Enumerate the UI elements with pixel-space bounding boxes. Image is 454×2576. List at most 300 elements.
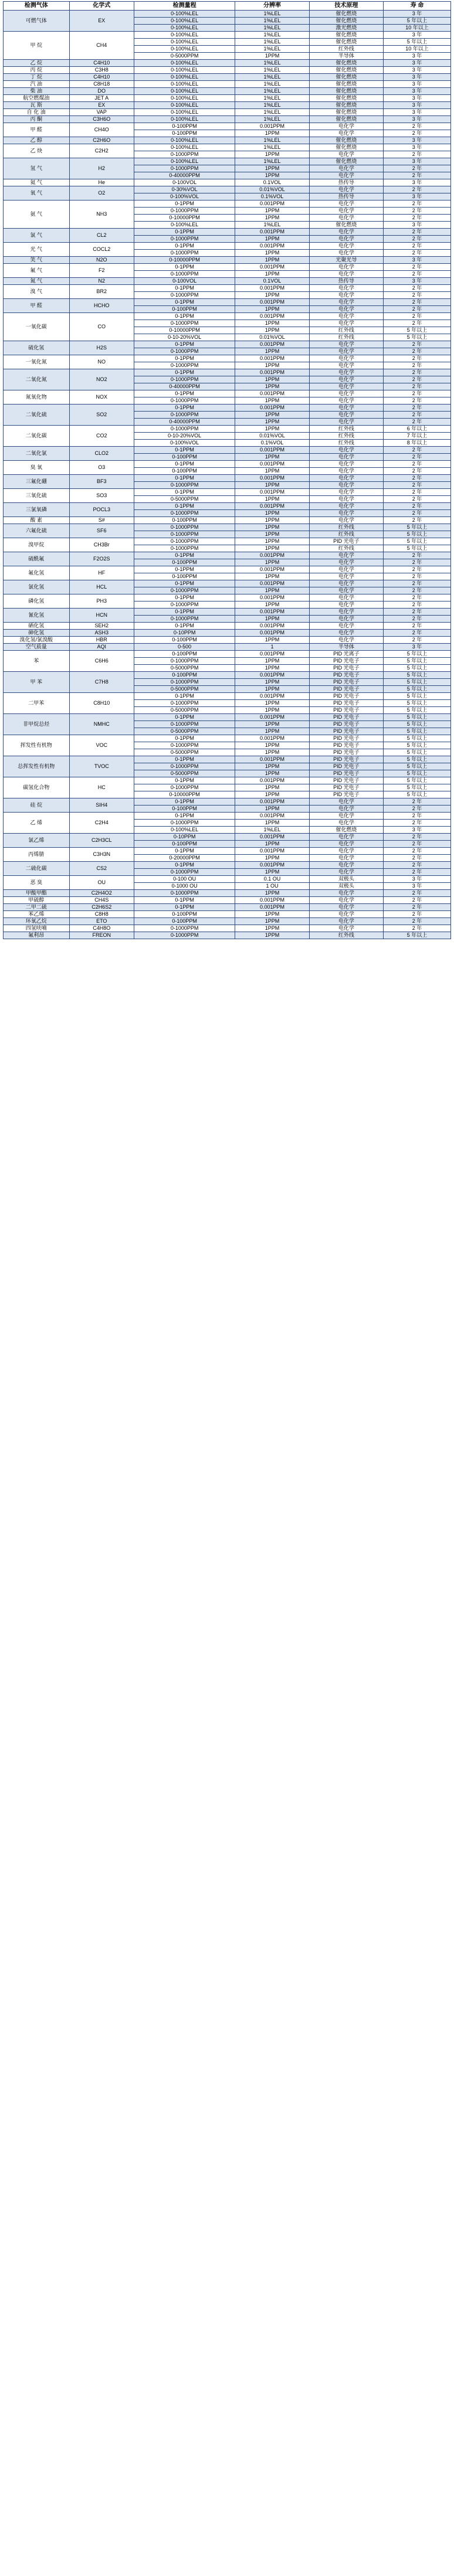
lifetime-cell: 5 年以上 (384, 707, 451, 714)
range-cell: 0-100%LEL (134, 11, 235, 18)
lifetime-cell: 2 年 (384, 925, 451, 932)
technology-cell: 电化学 (309, 925, 383, 932)
range-cell: 0-1PPM (134, 813, 235, 820)
technology-cell: 半导体 (309, 644, 383, 651)
resolution-cell: 0.001PPM (235, 693, 309, 700)
resolution-cell: 1%LEL (235, 11, 309, 18)
lifetime-cell: 2 年 (384, 461, 451, 468)
formula-cell: FREON (69, 932, 134, 939)
technology-cell: 催化燃烧 (309, 144, 383, 151)
resolution-cell: 0.001PPM (235, 848, 309, 855)
table-row (4, 243, 451, 250)
formula-cell: He (69, 179, 134, 186)
formula-cell: O3 (69, 461, 134, 475)
resolution-cell: 1PPM (235, 869, 309, 876)
formula-cell: ETO (69, 918, 134, 925)
range-cell: 0-1PPM (134, 489, 235, 496)
table-row (4, 81, 451, 88)
technology-cell: 红外线 (309, 46, 383, 53)
technology-cell: 电化学 (309, 566, 383, 573)
lifetime-cell: 2 年 (384, 243, 451, 250)
table-row (4, 813, 451, 820)
gas-name-cell: 丁 烷 (4, 74, 70, 81)
range-cell: 0-100PPM (134, 911, 235, 918)
table-row (4, 186, 451, 193)
resolution-cell: 1PPM (235, 524, 309, 531)
gas-name-cell: 二氧化氯 (4, 447, 70, 461)
range-cell: 0-100%LEL (134, 137, 235, 144)
lifetime-cell: 5 年以上 (384, 791, 451, 798)
lifetime-cell: 5 年以上 (384, 693, 451, 700)
lifetime-cell: 2 年 (384, 904, 451, 911)
resolution-cell: 1PPM (235, 236, 309, 243)
lifetime-cell: 2 年 (384, 637, 451, 644)
resolution-cell: 1PPM (235, 841, 309, 848)
technology-cell: 红外线 (309, 531, 383, 538)
lifetime-cell: 3 年 (384, 193, 451, 200)
resolution-cell: 1PPM (235, 130, 309, 137)
range-cell: 0-100%LEL (134, 39, 235, 46)
lifetime-cell: 2 年 (384, 123, 451, 130)
formula-cell: CH4O (69, 123, 134, 137)
formula-cell: HCHO (69, 299, 134, 313)
gas-name-cell: 硒化氢 (4, 623, 70, 630)
range-cell: 0-1000PPM (134, 397, 235, 405)
gas-name-cell: 氮氧化物 (4, 390, 70, 405)
technology-cell: 电化学 (309, 862, 383, 869)
resolution-cell: 1PPM (235, 665, 309, 672)
gas-name-cell: 硫化氢 (4, 341, 70, 355)
lifetime-cell: 2 年 (384, 229, 451, 236)
technology-cell: 电化学 (309, 341, 383, 348)
table-row (4, 862, 451, 869)
resolution-cell: 1PPM (235, 426, 309, 433)
technology-cell: 电化学 (309, 299, 383, 306)
range-cell: 0-10-20%VOL (134, 334, 235, 341)
resolution-cell: 0.001PPM (235, 580, 309, 587)
lifetime-cell: 2 年 (384, 587, 451, 594)
technology-cell: 催化燃烧 (309, 827, 383, 834)
gas-name-cell: 酸 素 (4, 517, 70, 524)
table-row (4, 285, 451, 292)
lifetime-cell: 2 年 (384, 855, 451, 862)
range-cell: 0-100PPM (134, 468, 235, 475)
lifetime-cell: 5 年以上 (384, 39, 451, 46)
table-row (4, 517, 451, 524)
technology-cell: PID 光电子 (309, 658, 383, 665)
lifetime-cell: 3 年 (384, 876, 451, 883)
technology-cell: 电化学 (309, 383, 383, 390)
table-row (4, 777, 451, 784)
resolution-cell: 1%LEL (235, 102, 309, 109)
range-cell: 0-1000PPM (134, 742, 235, 749)
technology-cell: 电化学 (309, 601, 383, 609)
resolution-cell: 0.001PPM (235, 904, 309, 911)
resolution-cell: 1%LEL (235, 32, 309, 39)
formula-cell: SEH2 (69, 623, 134, 630)
lifetime-cell: 2 年 (384, 630, 451, 637)
lifetime-cell: 6 年以上 (384, 426, 451, 433)
technology-cell: 电化学 (309, 911, 383, 918)
resolution-cell: 1PPM (235, 482, 309, 489)
resolution-cell: 0.001PPM (235, 390, 309, 397)
gas-name-cell: 甲 醛 (4, 123, 70, 137)
technology-cell: 电化学 (309, 820, 383, 827)
range-cell: 0-1000PPM (134, 679, 235, 686)
header-range: 检测量程 (134, 2, 235, 11)
range-cell: 0-100%LEL (134, 144, 235, 151)
gas-name-cell: 恶 臭 (4, 876, 70, 890)
gas-name-cell: 光 气 (4, 243, 70, 257)
resolution-cell: 1PPM (235, 538, 309, 545)
formula-cell: ASH3 (69, 630, 134, 637)
technology-cell: 电化学 (309, 454, 383, 461)
gas-name-cell: 自 化 油 (4, 109, 70, 116)
lifetime-cell: 5 年以上 (384, 728, 451, 735)
resolution-cell: 0.001PPM (235, 609, 309, 616)
formula-cell: CH3Br (69, 538, 134, 552)
resolution-cell: 1PPM (235, 545, 309, 552)
formula-cell: CH4 (69, 32, 134, 60)
range-cell: 0-100PPM (134, 517, 235, 524)
technology-cell: 电化学 (309, 580, 383, 587)
resolution-cell: 1PPM (235, 587, 309, 594)
resolution-cell: 0.001PPM (235, 489, 309, 496)
technology-cell: 电化学 (309, 594, 383, 601)
range-cell: 0-100 OU (134, 876, 235, 883)
range-cell: 0-5000PPM (134, 686, 235, 693)
range-cell: 0-1000PPM (134, 412, 235, 419)
lifetime-cell: 3 年 (384, 88, 451, 95)
gas-name-cell: 氧 气 (4, 186, 70, 200)
technology-cell: 电化学 (309, 834, 383, 841)
resolution-cell: 1PPM (235, 320, 309, 327)
lifetime-cell: 3 年 (384, 222, 451, 229)
resolution-cell: 1PPM (235, 806, 309, 813)
formula-cell: SIH4 (69, 798, 134, 813)
resolution-cell: 1PPM (235, 855, 309, 862)
range-cell: 0-100%LEL (134, 102, 235, 109)
table-row (4, 890, 451, 897)
range-cell: 0-100%LEL (134, 32, 235, 39)
technology-cell: 电化学 (309, 172, 383, 179)
resolution-cell: 0.001PPM (235, 651, 309, 658)
range-cell: 0-10-20%VOL (134, 433, 235, 440)
resolution-cell: 0.001PPM (235, 735, 309, 742)
gas-name-cell: 溴化氢/氯溴酸 (4, 637, 70, 644)
gas-name-cell: 硫酰氟 (4, 552, 70, 566)
resolution-cell: 0.001PPM (235, 229, 309, 236)
technology-cell: 催化燃烧 (309, 60, 383, 67)
resolution-cell: 0.001PPM (235, 447, 309, 454)
table-row (4, 925, 451, 932)
gas-name-cell: 航空燃煤油 (4, 95, 70, 102)
resolution-cell: 1PPM (235, 208, 309, 215)
technology-cell: 电化学 (309, 869, 383, 876)
range-cell: 0-100%LEL (134, 222, 235, 229)
gas-name-cell: 氦 气 (4, 179, 70, 186)
range-cell: 0-100%LEL (134, 95, 235, 102)
formula-cell: F2 (69, 264, 134, 278)
lifetime-cell: 2 年 (384, 172, 451, 179)
formula-cell: C6H6 (69, 651, 134, 672)
range-cell: 0-1PPM (134, 285, 235, 292)
technology-cell: 电化学 (309, 151, 383, 158)
formula-cell: CS2 (69, 862, 134, 876)
resolution-cell: 0.001PPM (235, 897, 309, 904)
technology-cell: 电化学 (309, 447, 383, 454)
resolution-cell: 0.01%VOL (235, 433, 309, 440)
lifetime-cell: 3 年 (384, 67, 451, 74)
formula-cell: OU (69, 876, 134, 890)
gas-name-cell: 甲 烷 (4, 32, 70, 60)
formula-cell: SF6 (69, 524, 134, 538)
lifetime-cell: 5 年以上 (384, 777, 451, 784)
technology-cell: 催化燃烧 (309, 32, 383, 39)
formula-cell: CH4S (69, 897, 134, 904)
gas-name-cell: 总挥发性有机物 (4, 756, 70, 777)
range-cell: 0-1000PPM (134, 721, 235, 728)
lifetime-cell: 5 年以上 (384, 700, 451, 707)
gas-name-cell: 乙 醇 (4, 137, 70, 144)
lifetime-cell: 3 年 (384, 179, 451, 186)
range-cell: 0-100PPM (134, 806, 235, 813)
technology-cell: 催化燃烧 (309, 102, 383, 109)
range-cell: 0-1PPM (134, 313, 235, 320)
technology-cell: 电化学 (309, 841, 383, 848)
gas-name-cell: 甲 苯 (4, 672, 70, 693)
lifetime-cell: 7 年以上 (384, 433, 451, 440)
technology-cell: 电化学 (309, 616, 383, 623)
technology-cell: 电化学 (309, 813, 383, 820)
resolution-cell: 1%LEL (235, 88, 309, 95)
range-cell: 0-1000PPM (134, 890, 235, 897)
lifetime-cell: 2 年 (384, 419, 451, 426)
table-row (4, 341, 451, 348)
range-cell: 0-1PPM (134, 355, 235, 362)
resolution-cell: 1PPM (235, 468, 309, 475)
technology-cell: 电化学 (309, 250, 383, 257)
table-row (4, 834, 451, 841)
table-row (4, 102, 451, 109)
resolution-cell: 0.001PPM (235, 313, 309, 320)
header-formula: 化学式 (69, 2, 134, 11)
range-cell: 0-1000PPM (134, 426, 235, 433)
lifetime-cell: 2 年 (384, 299, 451, 306)
range-cell: 0-1PPM (134, 503, 235, 510)
lifetime-cell: 2 年 (384, 200, 451, 208)
technology-cell: PID 光电子 (309, 707, 383, 714)
table-row (4, 95, 451, 102)
range-cell: 0-1000PPM (134, 925, 235, 932)
lifetime-cell: 3 年 (384, 53, 451, 60)
formula-cell: CLO2 (69, 447, 134, 461)
gas-name-cell: 丙烯腈 (4, 848, 70, 862)
resolution-cell: 1PPM (235, 397, 309, 405)
lifetime-cell: 2 年 (384, 341, 451, 348)
table-row (4, 200, 451, 208)
lifetime-cell: 2 年 (384, 820, 451, 827)
range-cell: 0-1PPM (134, 904, 235, 911)
table-row (4, 538, 451, 545)
table-row (4, 489, 451, 496)
technology-cell: 电化学 (309, 461, 383, 468)
table-body (4, 11, 451, 939)
resolution-cell: 0.001PPM (235, 630, 309, 637)
lifetime-cell: 2 年 (384, 609, 451, 616)
lifetime-cell: 2 年 (384, 862, 451, 869)
range-cell: 0-40000PPM (134, 383, 235, 390)
resolution-cell: 0.001PPM (235, 503, 309, 510)
range-cell: 0-1PPM (134, 475, 235, 482)
range-cell: 0-100%LEL (134, 67, 235, 74)
technology-cell: 电化学 (309, 348, 383, 355)
technology-cell: 电化学 (309, 468, 383, 475)
table-row (4, 932, 451, 939)
formula-cell: BR2 (69, 285, 134, 299)
technology-cell: 电化学 (309, 208, 383, 215)
formula-cell: CO2 (69, 426, 134, 447)
technology-cell: 电化学 (309, 355, 383, 362)
range-cell: 0-100%LEL (134, 88, 235, 95)
lifetime-cell: 3 年 (384, 32, 451, 39)
lifetime-cell: 2 年 (384, 320, 451, 327)
range-cell: 0-10000PPM (134, 215, 235, 222)
lifetime-cell: 2 年 (384, 559, 451, 566)
technology-cell: 电化学 (309, 559, 383, 566)
lifetime-cell: 5 年以上 (384, 749, 451, 756)
range-cell: 0-1PPM (134, 405, 235, 412)
gas-name-cell: 一氧化碳 (4, 313, 70, 341)
table-row (4, 390, 451, 397)
formula-cell: C2H6O (69, 137, 134, 144)
gas-name-cell: 二氧化硫 (4, 405, 70, 426)
technology-cell: 红外线 (309, 932, 383, 939)
range-cell: 0-1000PPM (134, 538, 235, 545)
resolution-cell: 0.1VOL (235, 278, 309, 285)
resolution-cell: 1PPM (235, 383, 309, 390)
lifetime-cell: 3 年 (384, 74, 451, 81)
gas-name-cell: 二硫化碳 (4, 862, 70, 876)
range-cell: 0-5000PPM (134, 496, 235, 503)
gas-name-cell: 砷化氢 (4, 630, 70, 637)
technology-cell: PID 光电子 (309, 728, 383, 735)
resolution-cell: 1%LEL (235, 67, 309, 74)
formula-cell: SO3 (69, 489, 134, 503)
resolution-cell: 1PPM (235, 749, 309, 756)
technology-cell: 催化燃烧 (309, 95, 383, 102)
lifetime-cell: 2 年 (384, 376, 451, 383)
table-row (4, 144, 451, 151)
formula-cell: C2H3CL (69, 834, 134, 848)
lifetime-cell: 2 年 (384, 594, 451, 601)
resolution-cell: 1%LEL (235, 137, 309, 144)
range-cell: 0-100%VOL (134, 440, 235, 447)
gas-name-cell: 挥发性有机物 (4, 735, 70, 756)
formula-cell: PH3 (69, 594, 134, 609)
range-cell: 0-100PPM (134, 454, 235, 461)
gas-name-cell: 三氯氧磷 (4, 503, 70, 517)
technology-cell: 电化学 (309, 165, 383, 172)
range-cell: 0-1PPM (134, 798, 235, 806)
resolution-cell: 0.1 OU (235, 876, 309, 883)
table-row (4, 123, 451, 130)
resolution-cell: 1PPM (235, 601, 309, 609)
formula-cell: C7H8 (69, 672, 134, 693)
header-lifetime: 寿 命 (384, 2, 451, 11)
range-cell: 0-40000PPM (134, 419, 235, 426)
gas-name-cell: 丙 烷 (4, 67, 70, 74)
technology-cell: PID 光电子 (309, 763, 383, 770)
gas-name-cell: 三氧化硫 (4, 489, 70, 503)
technology-cell: 热传导 (309, 278, 383, 285)
table-row (4, 594, 451, 601)
formula-cell: HC (69, 777, 134, 798)
lifetime-cell: 5 年以上 (384, 18, 451, 25)
technology-cell: 电化学 (309, 798, 383, 806)
range-cell: 0-40000PPM (134, 172, 235, 179)
resolution-cell: 1PPM (235, 925, 309, 932)
range-cell: 0-100%LEL (134, 158, 235, 165)
resolution-cell: 1PPM (235, 932, 309, 939)
technology-cell: 电化学 (309, 897, 383, 904)
lifetime-cell: 3 年 (384, 144, 451, 151)
resolution-cell: 1PPM (235, 763, 309, 770)
resolution-cell: 1PPM (235, 172, 309, 179)
resolution-cell: 1PPM (235, 890, 309, 897)
technology-cell: 催化燃烧 (309, 67, 383, 74)
formula-cell: SO2 (69, 405, 134, 426)
resolution-cell: 1PPM (235, 165, 309, 172)
formula-cell: DO (69, 88, 134, 95)
gas-name-cell: 氟利昂 (4, 932, 70, 939)
table-row (4, 637, 451, 644)
lifetime-cell: 3 年 (384, 60, 451, 67)
table-row (4, 911, 451, 918)
resolution-cell: 1PPM (235, 306, 309, 313)
lifetime-cell: 2 年 (384, 503, 451, 510)
range-cell: 0-1000PPM (134, 208, 235, 215)
resolution-cell: 1PPM (235, 784, 309, 791)
range-cell: 0-5000PPM (134, 728, 235, 735)
range-cell: 0-1PPM (134, 848, 235, 855)
gas-name-cell: 空气质量 (4, 644, 70, 651)
resolution-cell: 1%LEL (235, 95, 309, 102)
technology-cell: 双极头 (309, 876, 383, 883)
range-cell: 0-100PPM (134, 306, 235, 313)
technology-cell: 电化学 (309, 271, 383, 278)
range-cell: 0-100%LEL (134, 18, 235, 25)
technology-cell: 电化学 (309, 806, 383, 813)
technology-cell: PID 光电子 (309, 721, 383, 728)
lifetime-cell: 5 年以上 (384, 334, 451, 341)
resolution-cell: 1PPM (235, 271, 309, 278)
lifetime-cell: 3 年 (384, 109, 451, 116)
lifetime-cell: 3 年 (384, 81, 451, 88)
table-row (4, 798, 451, 806)
table-row (4, 299, 451, 306)
gas-name-cell: 氟化氢 (4, 566, 70, 580)
formula-cell: NH3 (69, 200, 134, 229)
lifetime-cell: 2 年 (384, 397, 451, 405)
range-cell: 0-100PPM (134, 672, 235, 679)
table-row (4, 179, 451, 186)
range-cell: 0-1PPM (134, 609, 235, 616)
range-cell: 0-5000PPM (134, 770, 235, 777)
range-cell: 0-1PPM (134, 897, 235, 904)
resolution-cell: 0.001PPM (235, 461, 309, 468)
resolution-cell: 0.01%VOL (235, 186, 309, 193)
